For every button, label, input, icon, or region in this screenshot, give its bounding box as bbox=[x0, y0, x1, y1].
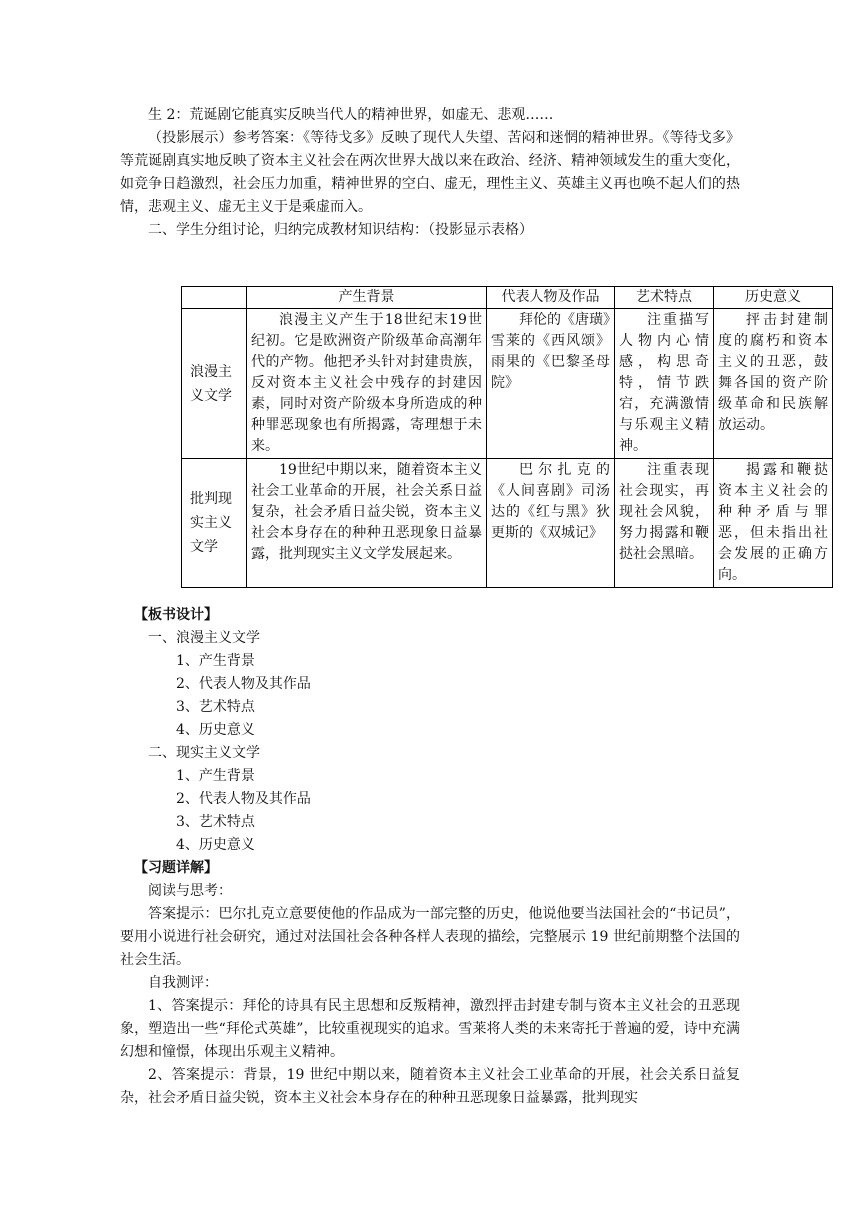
self-assessment-answer-1: 1、答案提示：拜伦的诗具有民主思想和反叛精神，激烈抨击封建专制与资本主义社会的丑恶现象，塑造出一些“拜伦式英雄”，比较重视现实的追求。雪莱将人类的未来寄托于普遍的爱，诗中充满幻想和憧憬，体现出乐观主义精神。 bbox=[120, 998, 740, 1060]
read-think-label: 阅读与思考： bbox=[148, 883, 232, 899]
table-header-row bbox=[182, 287, 833, 309]
header-features: 艺术特点 bbox=[615, 287, 714, 309]
header-significance: 历史意义 bbox=[714, 287, 833, 309]
board-item: 3、艺术特点 bbox=[176, 699, 255, 715]
exercise-title: 【习题详解】 bbox=[134, 860, 218, 876]
student-answer: 生 2：荒诞剧它能真实反映当代人的精神世界，如虚无、悲观…… bbox=[148, 107, 554, 123]
row-name: 浪漫主义文学 bbox=[182, 309, 247, 459]
board-item: 4、历史意义 bbox=[176, 837, 255, 853]
cell-features: 注重表现社会现实，再现社会风貌，努力揭露和鞭挞社会黑暗。 bbox=[615, 459, 714, 588]
board-item: 1、产生背景 bbox=[176, 653, 255, 669]
cell-significance: 抨击封建制度的腐朽和资本主义的丑恶，鼓舞各国的资产阶级革命和民族解放运动。 bbox=[714, 309, 833, 459]
board-item: 2、代表人物及其作品 bbox=[176, 676, 311, 692]
cell-features: 注重描写人物内心情感，构思奇特，情节跌宕，充满激情与乐观主义精神。 bbox=[615, 309, 714, 459]
header-blank bbox=[182, 287, 247, 309]
table-row-critical-realism bbox=[182, 459, 833, 588]
header-background: 产生背景 bbox=[247, 287, 487, 309]
board-design-title: 【板书设计】 bbox=[134, 607, 218, 623]
cell-works: 巴尔扎克的《人间喜剧》司汤达的《红与黑》狄更斯的《双城记》 bbox=[487, 459, 615, 588]
self-assessment-label: 自我测评： bbox=[148, 975, 218, 991]
cell-background: 19世纪中期以来，随着资本主义社会工业革命的开展，社会关系日益复杂，社会矛盾日益尖锐，资本主义社会本身存在的种种丑恶现象日益暴露，批判现实主义文学发展起来。 bbox=[247, 459, 487, 588]
header-works: 代表人物及作品 bbox=[487, 287, 615, 309]
cell-works: 拜伦的《唐璜》雪莱的《西风颂》雨果的《巴黎圣母院》 bbox=[487, 309, 615, 459]
knowledge-structure-table bbox=[181, 286, 833, 588]
board-item: 1、产生背景 bbox=[176, 768, 255, 784]
table-row-romanticism bbox=[182, 309, 833, 459]
board-item: 2、代表人物及其作品 bbox=[176, 791, 311, 807]
read-think-answer: 答案提示：巴尔扎克立意要使他的作品成为一部完整的历史，他说他要当法国社会的“书记员”，要用小说进行社会研究，通过对法国社会各种各样人表现的描绘，完整展示 19 世纪前期整个法国的社会生活。 bbox=[120, 906, 740, 968]
row-name: 批判现实主义文学 bbox=[182, 459, 247, 588]
board-section-romanticism: 一、浪漫主义文学 bbox=[148, 630, 260, 646]
group-discussion-instruction: 二、学生分组讨论，归纳完成教材知识结构：（投影显示表格） bbox=[148, 222, 533, 238]
cell-background: 浪漫主义产生于18世纪末19世纪初。它是欧洲资产阶级革命高潮年代的产物。他把矛头针对封建贵族，反对资本主义社会中残存的封建因素，同时对资产阶级本身所造成的种种罪恶现象也有所揭露，寄理想于未来。 bbox=[247, 309, 487, 459]
self-assessment-answer-2: 2、答案提示：背景，19 世纪中期以来，随着资本主义社会工业革命的开展，社会关系日益复杂，社会矛盾日益尖锐，资本主义社会本身存在的种种丑恶现象日益暴露，批判现实 bbox=[120, 1067, 740, 1106]
board-section-realism: 二、现实主义文学 bbox=[148, 745, 260, 761]
board-item: 3、艺术特点 bbox=[176, 814, 255, 830]
cell-significance: 揭露和鞭挞资本主义社会的种种矛盾与罪恶，但未指出社会发展的正确方向。 bbox=[714, 459, 833, 588]
reference-answer: （投影展示）参考答案：《等待戈多》反映了现代人失望、苦闷和迷惘的精神世界。《等待戈多》等荒诞剧真实地反映了资本主义社会在两次世界大战以来在政治、经济、精神领域发生的重大变化，如竞争日趋激烈，社会压力加重，精神世界的空白、虚无，理性主义、英雄主义再也唤不起人们的热情，悲观主义、虚无主义于是乘虚而入。 bbox=[120, 130, 740, 215]
board-item: 4、历史意义 bbox=[176, 722, 255, 738]
